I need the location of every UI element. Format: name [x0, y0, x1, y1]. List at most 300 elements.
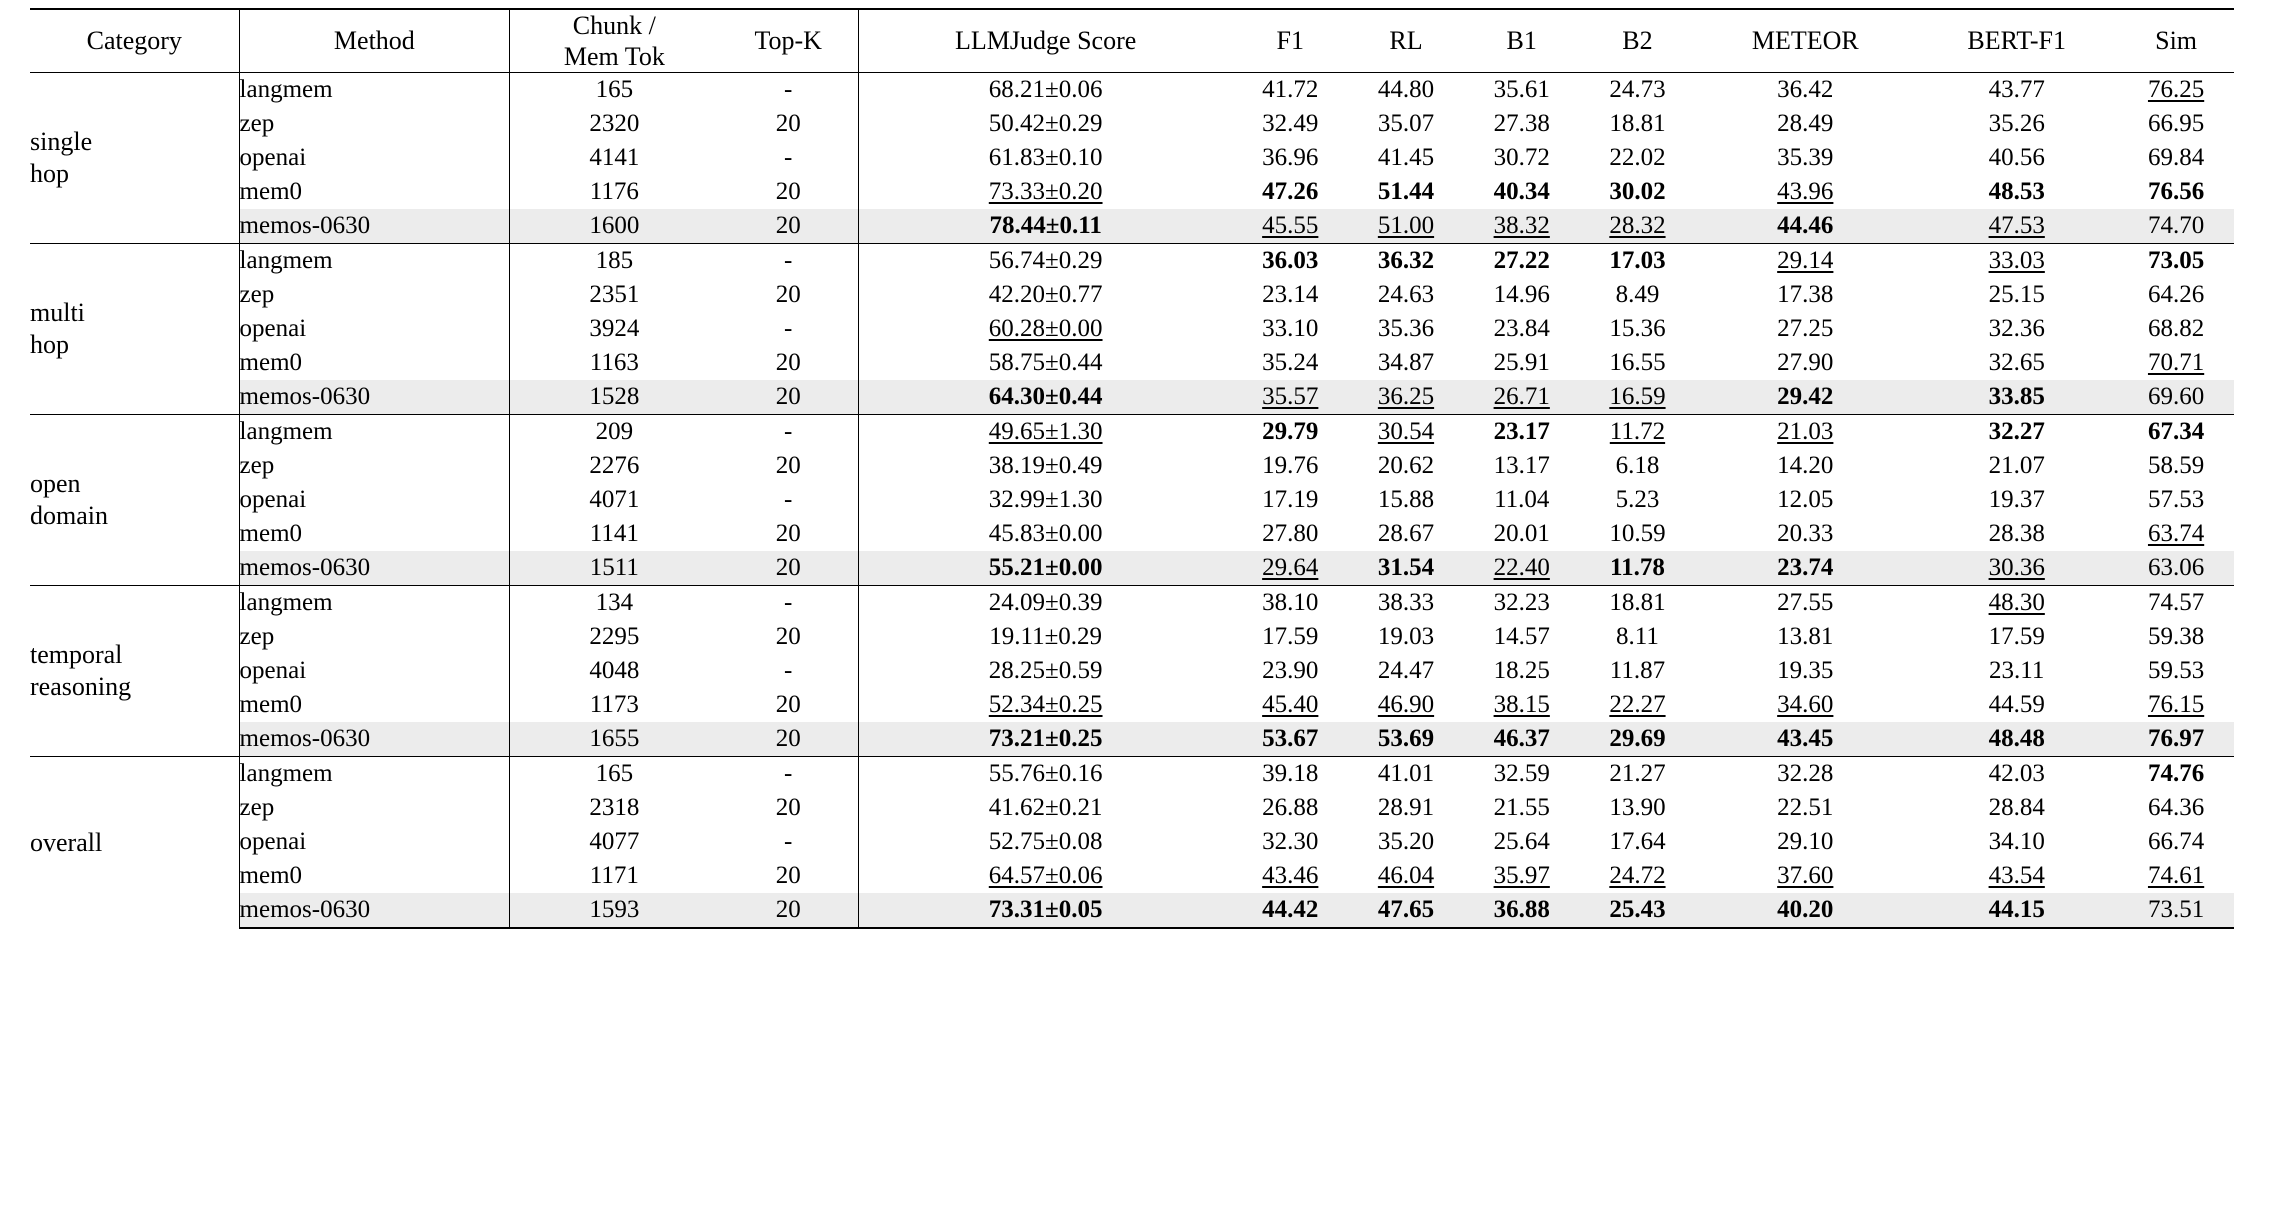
metric-cell-b1: 23.84: [1493, 315, 1550, 342]
metric-cell-meteor: 27.25: [1777, 315, 1834, 342]
method-cell: openai: [239, 141, 510, 175]
metric-cell-sim: 74.57: [2118, 586, 2234, 621]
metric-cell-llmjudge: 68.21±0.06: [858, 73, 1232, 108]
method-cell: zep: [239, 107, 510, 141]
metric-cell-rl: 28.91: [1377, 794, 1435, 821]
metric-cell-b1: 14.57: [1493, 623, 1550, 650]
metric-cell-sim: 57.53: [2147, 486, 2205, 513]
metric-cell-llmjudge: 49.65±1.30: [858, 415, 1232, 450]
metric-cell-b1: 23.17: [1464, 415, 1580, 450]
metric-cell-b1: 35.97: [1493, 862, 1550, 889]
category-cell: [30, 586, 239, 757]
metric-cell-bertf1: 23.11: [1989, 657, 2045, 684]
top-k-cell: -: [719, 415, 859, 450]
metric-cell-f1: 43.46: [1262, 862, 1319, 889]
category-cell: [30, 73, 239, 244]
col-header-b2: B2: [1580, 9, 1696, 73]
col-header-sim: Sim: [2118, 9, 2234, 73]
metric-cell-llmjudge: 64.57±0.06: [858, 859, 1232, 893]
metric-cell-f1: 23.14: [1262, 281, 1319, 308]
col-header-chunk-line1: Chunk /: [572, 11, 656, 40]
category-label-line2: domain: [30, 501, 108, 531]
top-k-cell: 20: [775, 691, 801, 718]
metric-cell-sim: 59.53: [2147, 657, 2205, 684]
metric-cell-b2: 8.11: [1616, 623, 1659, 650]
metric-cell-sim: 69.84: [2147, 144, 2205, 171]
metric-cell-b2: 17.03: [1580, 244, 1696, 279]
metric-cell-rl: 46.90: [1377, 691, 1435, 718]
table-row: [30, 893, 2234, 928]
method-cell: langmem: [239, 73, 510, 108]
metric-cell-bertf1: 28.84: [1988, 794, 2045, 821]
metric-cell-llmjudge: 61.83±0.10: [858, 141, 1232, 175]
method-cell: mem0: [239, 346, 510, 380]
category-label-line1: overall: [30, 827, 103, 857]
top-k-cell: 20: [775, 281, 801, 308]
method-cell: zep: [239, 278, 510, 312]
category-label-line2: hop: [30, 159, 69, 189]
col-header-meteor: METEOR: [1695, 9, 1915, 73]
top-k-cell: -: [719, 244, 859, 279]
metric-cell-rl: 24.47: [1377, 657, 1435, 684]
metric-cell-rl: 19.03: [1377, 623, 1435, 650]
table-row: [30, 586, 2234, 621]
metric-cell-rl: 53.69: [1348, 722, 1464, 757]
metric-cell-rl: 15.88: [1377, 486, 1435, 513]
top-k-cell: 20: [775, 349, 801, 376]
metric-cell-b2: 13.90: [1609, 794, 1666, 821]
chunk-mem-tok-cell: 2276: [510, 449, 719, 483]
metric-cell-f1: 53.67: [1232, 722, 1348, 757]
metric-cell-f1: 35.57: [1232, 380, 1348, 415]
metric-cell-b1: 46.37: [1464, 722, 1580, 757]
metric-cell-sim: 66.74: [2147, 828, 2205, 855]
category-label-line1: temporal: [30, 639, 123, 669]
metric-cell-bertf1: 25.15: [1988, 281, 2045, 308]
metric-cell-sim: 74.70: [2118, 209, 2234, 244]
metric-cell-b2: 6.18: [1615, 452, 1660, 479]
metric-cell-bertf1: 34.10: [1988, 828, 2045, 855]
method-cell: langmem: [239, 244, 510, 279]
metric-cell-b1: 38.32: [1464, 209, 1580, 244]
method-cell: langmem: [239, 586, 510, 621]
metric-cell-rl: 36.32: [1348, 244, 1464, 279]
metric-cell-rl: 51.00: [1348, 209, 1464, 244]
metric-cell-bertf1: 21.07: [1988, 452, 2045, 479]
metric-cell-rl: 35.36: [1377, 315, 1435, 342]
table-row: [30, 791, 2234, 825]
category-cell: [30, 415, 239, 586]
metric-cell-rl: 46.04: [1377, 862, 1435, 889]
table-header: [30, 9, 2234, 73]
metric-cell-b2: 8.49: [1615, 281, 1660, 308]
top-k-cell: 20: [775, 520, 801, 547]
top-k-cell: 20: [719, 722, 859, 757]
method-cell: openai: [239, 483, 510, 517]
metric-cell-llmjudge: 19.11±0.29: [858, 620, 1232, 654]
chunk-mem-tok-cell: 4077: [510, 825, 719, 859]
metric-cell-b1: 11.04: [1494, 486, 1550, 513]
metric-cell-bertf1: 48.30: [1915, 586, 2118, 621]
metric-cell-bertf1: 48.48: [1915, 722, 2118, 757]
table-row: [30, 312, 2234, 346]
table-row: [30, 517, 2234, 551]
chunk-mem-tok-cell: 4071: [510, 483, 719, 517]
metric-cell-bertf1: 48.53: [1988, 178, 2045, 205]
category-cell: [30, 757, 239, 929]
metric-cell-meteor: 32.28: [1695, 757, 1915, 792]
metric-cell-meteor: 43.96: [1777, 178, 1834, 205]
metric-cell-f1: 17.19: [1262, 486, 1319, 513]
metric-cell-llmjudge: 56.74±0.29: [858, 244, 1232, 279]
table-row: [30, 107, 2234, 141]
method-cell: langmem: [239, 415, 510, 450]
metric-cell-b1: 13.17: [1493, 452, 1550, 479]
table-row: [30, 415, 2234, 450]
table-row: [30, 483, 2234, 517]
metric-cell-llmjudge: 52.34±0.25: [858, 688, 1232, 722]
method-cell: langmem: [239, 757, 510, 792]
metric-cell-sim: 76.56: [2147, 178, 2205, 205]
metric-cell-sim: 73.05: [2118, 244, 2234, 279]
metric-cell-f1: 26.88: [1262, 794, 1319, 821]
metric-cell-b1: 36.88: [1464, 893, 1580, 928]
metric-cell-b1: 25.91: [1493, 349, 1550, 376]
metric-cell-f1: 38.10: [1232, 586, 1348, 621]
metric-cell-bertf1: 19.37: [1988, 486, 2045, 513]
metric-cell-b2: 29.69: [1580, 722, 1696, 757]
metric-cell-f1: 29.79: [1232, 415, 1348, 450]
chunk-mem-tok-cell: 2320: [510, 107, 719, 141]
metric-cell-meteor: 17.38: [1777, 281, 1834, 308]
metric-cell-bertf1: 40.56: [1988, 144, 2045, 171]
metric-cell-bertf1: 32.36: [1988, 315, 2045, 342]
chunk-mem-tok-cell: 209: [510, 415, 719, 450]
metric-cell-f1: 47.26: [1262, 178, 1319, 205]
top-k-cell: -: [784, 315, 793, 342]
metric-cell-b2: 11.87: [1609, 657, 1666, 684]
top-k-cell: -: [784, 657, 793, 684]
metric-cell-meteor: 35.39: [1777, 144, 1834, 171]
metric-cell-b2: 16.55: [1609, 349, 1666, 376]
metric-cell-rl: 51.44: [1377, 178, 1435, 205]
table-row: [30, 620, 2234, 654]
metric-cell-f1: 41.72: [1262, 76, 1319, 103]
metric-cell-llmjudge: 55.21±0.00: [858, 551, 1232, 586]
table-row: [30, 73, 2234, 108]
metric-cell-sim: 63.06: [2118, 551, 2234, 586]
metric-cell-bertf1: 30.36: [1915, 551, 2118, 586]
chunk-mem-tok-cell: 1173: [510, 688, 719, 722]
method-cell: memos-0630: [239, 551, 510, 586]
metric-cell-f1: 33.10: [1262, 315, 1319, 342]
table-row: [30, 551, 2234, 586]
chunk-mem-tok-cell: 1593: [510, 893, 719, 928]
metric-cell-b2: 30.02: [1609, 178, 1666, 205]
metric-cell-b2: 22.02: [1609, 144, 1666, 171]
metric-cell-f1: 29.64: [1232, 551, 1348, 586]
top-k-cell: -: [719, 586, 859, 621]
metric-cell-rl: 41.01: [1348, 757, 1464, 792]
metric-cell-meteor: 23.74: [1695, 551, 1915, 586]
col-header-b1: B1: [1464, 9, 1580, 73]
metric-cell-sim: 67.34: [2118, 415, 2234, 450]
table-body: [30, 73, 2234, 929]
metric-cell-meteor: 29.10: [1777, 828, 1834, 855]
metric-cell-b1: 32.59: [1464, 757, 1580, 792]
metric-cell-b1: 18.25: [1493, 657, 1550, 684]
metric-cell-rl: 36.25: [1348, 380, 1464, 415]
metric-cell-f1: 32.30: [1262, 828, 1319, 855]
table-row: [30, 859, 2234, 893]
metric-cell-meteor: 43.45: [1695, 722, 1915, 757]
metric-cell-bertf1: 44.15: [1915, 893, 2118, 928]
metric-cell-sim: 74.61: [2147, 862, 2205, 889]
metric-cell-b2: 22.27: [1609, 691, 1666, 718]
top-k-cell: 20: [775, 110, 801, 137]
col-header-llmjudge-score: LLMJudge Score: [858, 9, 1232, 73]
metric-cell-b2: 21.27: [1580, 757, 1696, 792]
metric-cell-f1: 17.59: [1262, 623, 1319, 650]
metric-cell-rl: 24.63: [1377, 281, 1435, 308]
metric-cell-meteor: 40.20: [1695, 893, 1915, 928]
table-row: [30, 757, 2234, 792]
metric-cell-meteor: 44.46: [1695, 209, 1915, 244]
top-k-cell: -: [784, 486, 793, 513]
chunk-mem-tok-cell: 1600: [510, 209, 719, 244]
method-cell: mem0: [239, 517, 510, 551]
col-header-rl: RL: [1348, 9, 1464, 73]
metric-cell-b1: 21.55: [1493, 794, 1550, 821]
metric-cell-meteor: 37.60: [1777, 862, 1834, 889]
metric-cell-b2: 11.78: [1580, 551, 1696, 586]
metric-cell-llmjudge: 52.75±0.08: [858, 825, 1232, 859]
table-row: [30, 722, 2234, 757]
metric-cell-b2: 18.81: [1609, 110, 1666, 137]
metric-cell-rl: 34.87: [1377, 349, 1435, 376]
metric-cell-f1: 32.49: [1262, 110, 1319, 137]
metric-cell-bertf1: 33.03: [1915, 244, 2118, 279]
metric-cell-f1: 45.40: [1262, 691, 1319, 718]
chunk-mem-tok-cell: 1655: [510, 722, 719, 757]
metric-cell-llmjudge: 50.42±0.29: [858, 107, 1232, 141]
metric-cell-sim: 64.36: [2147, 794, 2205, 821]
chunk-mem-tok-cell: 165: [510, 73, 719, 108]
metric-cell-rl: 35.20: [1377, 828, 1435, 855]
metric-cell-llmjudge: 64.30±0.44: [858, 380, 1232, 415]
chunk-mem-tok-cell: 2318: [510, 791, 719, 825]
metric-cell-llmjudge: 32.99±1.30: [858, 483, 1232, 517]
chunk-mem-tok-cell: 1163: [510, 346, 719, 380]
table-row: [30, 825, 2234, 859]
metric-cell-bertf1: 35.26: [1988, 110, 2045, 137]
method-cell: memos-0630: [239, 209, 510, 244]
col-header-top-k: Top-K: [719, 9, 859, 73]
metric-cell-llmjudge: 60.28±0.00: [858, 312, 1232, 346]
category-label-line1: multi: [30, 297, 85, 327]
metric-cell-meteor: 22.51: [1777, 794, 1834, 821]
metric-cell-b1: 38.15: [1493, 691, 1550, 718]
metric-cell-rl: 47.65: [1348, 893, 1464, 928]
metric-cell-b2: 5.23: [1615, 486, 1660, 513]
metric-cell-rl: 35.07: [1377, 110, 1435, 137]
metric-cell-sim: 76.97: [2118, 722, 2234, 757]
table-row: [30, 449, 2234, 483]
metric-cell-meteor: 34.60: [1777, 691, 1834, 718]
metric-cell-rl: 30.54: [1348, 415, 1464, 450]
metric-cell-f1: 44.42: [1232, 893, 1348, 928]
metric-cell-b1: 27.22: [1464, 244, 1580, 279]
metric-cell-meteor: 20.33: [1777, 520, 1834, 547]
metric-cell-b2: 18.81: [1580, 586, 1696, 621]
metric-cell-f1: 45.55: [1232, 209, 1348, 244]
metric-cell-meteor: 27.55: [1695, 586, 1915, 621]
metric-cell-f1: 36.96: [1262, 144, 1319, 171]
metric-cell-f1: 27.80: [1262, 520, 1319, 547]
col-header-chunk-mem-tok: [510, 9, 719, 73]
table-row: [30, 244, 2234, 279]
category-cell: [30, 244, 239, 415]
metric-cell-bertf1: 43.54: [1988, 862, 2045, 889]
col-header-bert-f1: BERT-F1: [1915, 9, 2118, 73]
chunk-mem-tok-cell: 1171: [510, 859, 719, 893]
metric-cell-bertf1: 17.59: [1988, 623, 2045, 650]
col-header-category: Category: [30, 9, 239, 73]
chunk-mem-tok-cell: 1141: [510, 517, 719, 551]
metric-cell-sim: 64.26: [2147, 281, 2205, 308]
metric-cell-meteor: 27.90: [1777, 349, 1834, 376]
metric-cell-llmjudge: 24.09±0.39: [858, 586, 1232, 621]
metric-cell-meteor: 12.05: [1777, 486, 1834, 513]
table-row: [30, 175, 2234, 209]
metric-cell-bertf1: 43.77: [1988, 76, 2045, 103]
metric-cell-rl: 41.45: [1377, 144, 1435, 171]
method-cell: openai: [239, 312, 510, 346]
metric-cell-bertf1: 32.27: [1915, 415, 2118, 450]
metric-cell-f1: 35.24: [1262, 349, 1319, 376]
metric-cell-b1: 30.72: [1493, 144, 1550, 171]
metric-cell-meteor: 13.81: [1777, 623, 1834, 650]
metric-cell-f1: 39.18: [1232, 757, 1348, 792]
table-row: [30, 209, 2234, 244]
top-k-cell: -: [784, 76, 793, 103]
top-k-cell: 20: [775, 623, 801, 650]
metric-cell-b2: 16.59: [1580, 380, 1696, 415]
metric-cell-meteor: 29.14: [1695, 244, 1915, 279]
metric-cell-b1: 40.34: [1493, 178, 1550, 205]
chunk-mem-tok-cell: 134: [510, 586, 719, 621]
top-k-cell: 20: [719, 209, 859, 244]
metric-cell-b2: 11.72: [1580, 415, 1696, 450]
method-cell: memos-0630: [239, 722, 510, 757]
metric-cell-llmjudge: 42.20±0.77: [858, 278, 1232, 312]
table-row: [30, 688, 2234, 722]
metric-cell-b1: 35.61: [1493, 76, 1550, 103]
metric-cell-b2: 17.64: [1609, 828, 1666, 855]
metric-cell-sim: 58.59: [2147, 452, 2205, 479]
method-cell: openai: [239, 825, 510, 859]
metric-cell-b1: 26.71: [1464, 380, 1580, 415]
metric-cell-bertf1: 42.03: [1915, 757, 2118, 792]
metric-cell-sim: 66.95: [2147, 110, 2205, 137]
category-label-line2: reasoning: [30, 672, 132, 702]
chunk-mem-tok-cell: 1176: [510, 175, 719, 209]
chunk-mem-tok-cell: 2351: [510, 278, 719, 312]
metric-cell-b2: 24.72: [1609, 862, 1666, 889]
table-row: [30, 654, 2234, 688]
metric-cell-llmjudge: 73.21±0.25: [858, 722, 1232, 757]
benchmark-results-table: [30, 8, 2234, 929]
metric-cell-f1: 19.76: [1262, 452, 1319, 479]
method-cell: openai: [239, 654, 510, 688]
chunk-mem-tok-cell: 4141: [510, 141, 719, 175]
metric-cell-llmjudge: 58.75±0.44: [858, 346, 1232, 380]
col-header-method: Method: [239, 9, 510, 73]
chunk-mem-tok-cell: 165: [510, 757, 719, 792]
chunk-mem-tok-cell: 4048: [510, 654, 719, 688]
metric-cell-b2: 10.59: [1609, 520, 1666, 547]
metric-cell-b2: 24.73: [1609, 76, 1666, 103]
chunk-mem-tok-cell: 1511: [510, 551, 719, 586]
metric-cell-llmjudge: 38.19±0.49: [858, 449, 1232, 483]
metric-cell-f1: 36.03: [1232, 244, 1348, 279]
method-cell: mem0: [239, 688, 510, 722]
method-cell: zep: [239, 791, 510, 825]
table-row: [30, 141, 2234, 175]
metric-cell-llmjudge: 73.31±0.05: [858, 893, 1232, 928]
metric-cell-bertf1: 32.65: [1988, 349, 2045, 376]
chunk-mem-tok-cell: 3924: [510, 312, 719, 346]
metric-cell-sim: 68.82: [2147, 315, 2205, 342]
metric-cell-rl: 38.33: [1348, 586, 1464, 621]
metric-cell-meteor: 28.49: [1777, 110, 1834, 137]
metric-cell-sim: 76.15: [2147, 691, 2205, 718]
metric-cell-bertf1: 47.53: [1915, 209, 2118, 244]
method-cell: mem0: [239, 175, 510, 209]
top-k-cell: 20: [775, 178, 801, 205]
col-header-f1: F1: [1232, 9, 1348, 73]
metric-cell-b2: 15.36: [1609, 315, 1666, 342]
col-header-chunk-line2: Mem Tok: [563, 42, 665, 72]
metric-cell-llmjudge: 55.76±0.16: [858, 757, 1232, 792]
top-k-cell: 20: [719, 551, 859, 586]
top-k-cell: -: [784, 828, 793, 855]
metric-cell-llmjudge: 41.62±0.21: [858, 791, 1232, 825]
chunk-mem-tok-cell: 1528: [510, 380, 719, 415]
metric-cell-sim: 69.60: [2118, 380, 2234, 415]
top-k-cell: 20: [719, 893, 859, 928]
metric-cell-b2: 28.32: [1580, 209, 1696, 244]
metric-cell-b1: 32.23: [1464, 586, 1580, 621]
metric-cell-rl: 28.67: [1377, 520, 1435, 547]
chunk-mem-tok-cell: 185: [510, 244, 719, 279]
method-cell: zep: [239, 620, 510, 654]
category-label-line2: hop: [30, 330, 69, 360]
method-cell: memos-0630: [239, 380, 510, 415]
metric-cell-meteor: 29.42: [1695, 380, 1915, 415]
method-cell: mem0: [239, 859, 510, 893]
metric-cell-b1: 27.38: [1493, 110, 1550, 137]
top-k-cell: -: [719, 757, 859, 792]
top-k-cell: 20: [775, 862, 801, 889]
metric-cell-b1: 14.96: [1493, 281, 1550, 308]
metric-cell-b1: 20.01: [1493, 520, 1550, 547]
method-cell: zep: [239, 449, 510, 483]
top-k-cell: 20: [775, 794, 801, 821]
metric-cell-b1: 25.64: [1493, 828, 1550, 855]
chunk-mem-tok-cell: 2295: [510, 620, 719, 654]
metric-cell-sim: 63.74: [2147, 520, 2205, 547]
